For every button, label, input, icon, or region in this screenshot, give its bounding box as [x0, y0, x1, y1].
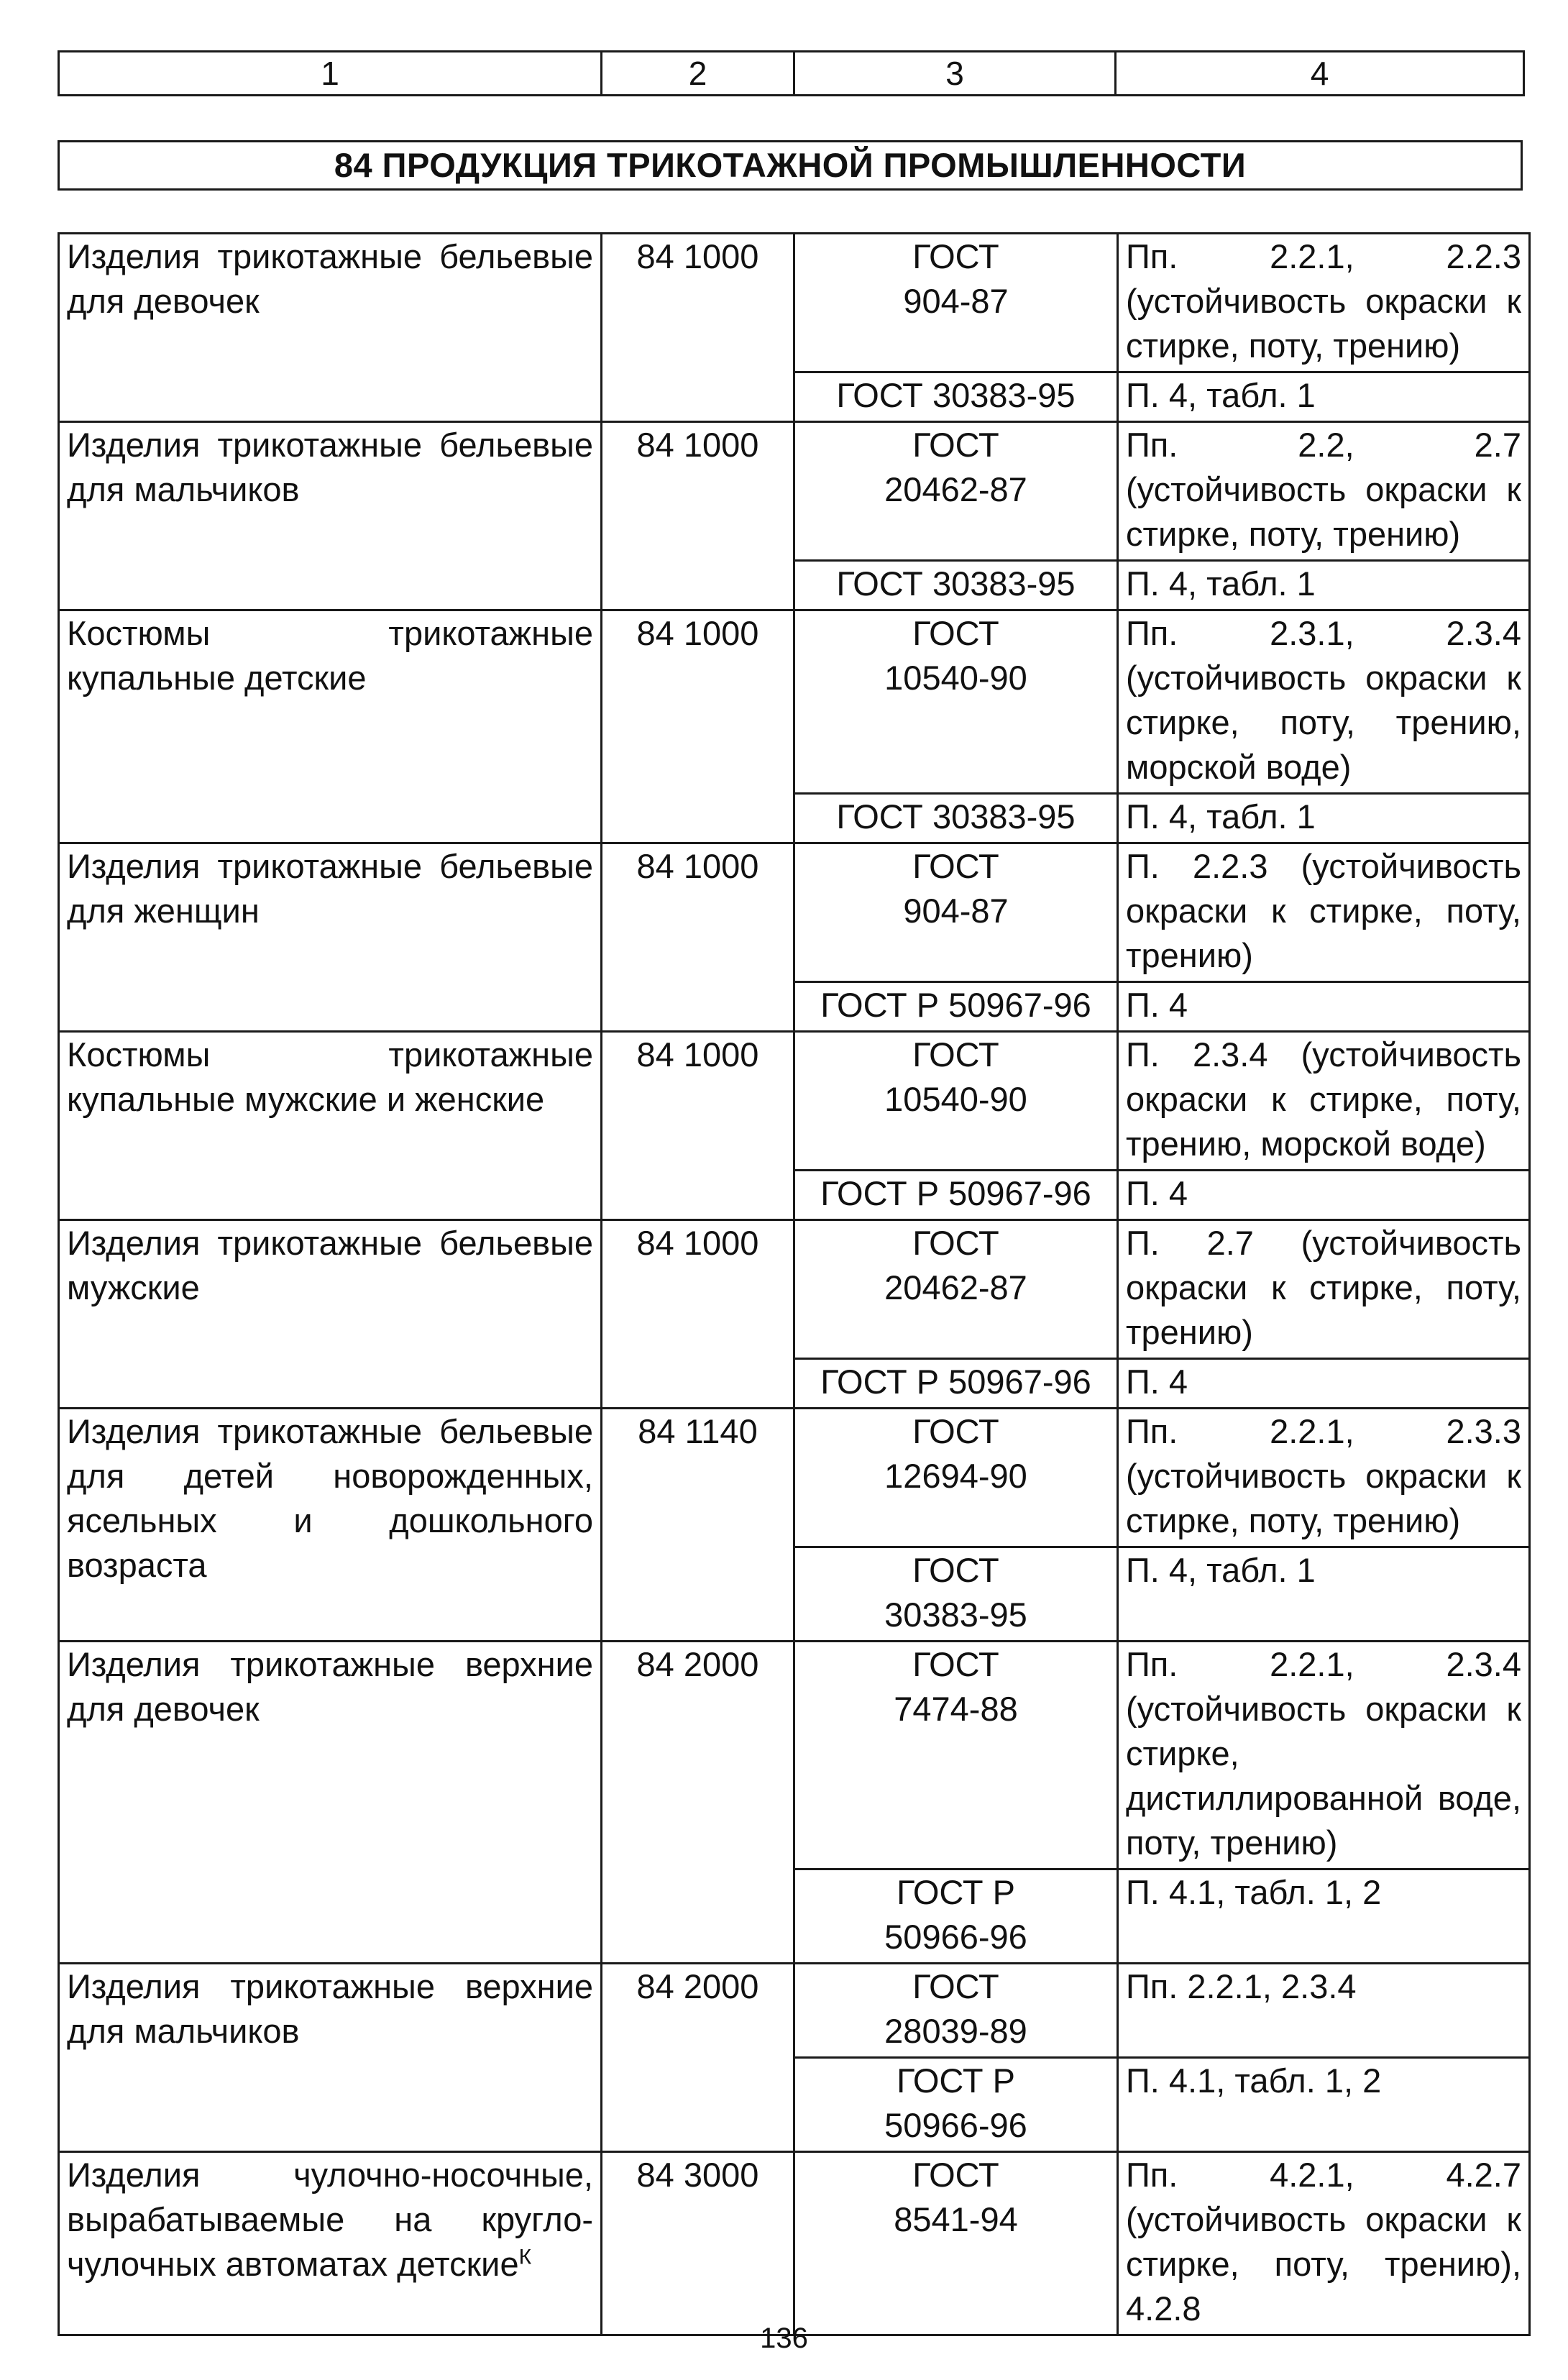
- product-name-cell: [59, 422, 602, 610]
- standard-document: ГОСТ 10540-90: [794, 610, 1118, 794]
- table-row: [59, 422, 1530, 561]
- product-name: Костюмы трикотажные купальные мужские и женские: [67, 1035, 593, 1118]
- product-code: 84 1000: [602, 843, 794, 1032]
- product-name: Изделия трикотажные бельевые мужские: [67, 1224, 593, 1306]
- standard-clause: П. 2.3.4 (устойчивость окраски к стирке, поту, трению, морской воде): [1118, 1032, 1530, 1171]
- standard-document: ГОСТ 20462-87: [794, 1220, 1118, 1359]
- standard-document: ГОСТ Р 50967-96: [794, 1171, 1118, 1220]
- product-code: 84 1000: [602, 1032, 794, 1220]
- product-name: Изделия трикотажные бельевые для девочек: [67, 237, 593, 320]
- standard-document: ГОСТ 30383-95: [794, 794, 1118, 843]
- product-name: Костюмы трикотажные купальные детские: [67, 614, 593, 697]
- table-row: [59, 1409, 1530, 1547]
- standard-document: ГОСТ Р 50966-96: [794, 1869, 1118, 1964]
- product-code: 84 3000: [602, 2152, 794, 2335]
- standard-document: ГОСТ Р 50967-96: [794, 982, 1118, 1032]
- standard-clause: Пп. 2.2.1, 2.3.3 (устойчивость окраски к стирке, поту, трению): [1118, 1409, 1530, 1547]
- standard-clause: П. 4: [1118, 1359, 1530, 1409]
- product-table-body: [59, 234, 1530, 2335]
- standard-clause: Пп. 2.2.1, 2.3.4 (устойчивость окраски к стирке, дистиллированной воде, поту, трению): [1118, 1642, 1530, 1869]
- product-code: 84 1140: [602, 1409, 794, 1642]
- standard-document: ГОСТ 904-87: [794, 234, 1118, 372]
- standard-document: ГОСТ Р 50966-96: [794, 2058, 1118, 2152]
- product-code: 84 1000: [602, 234, 794, 422]
- product-name-cell: [59, 1032, 602, 1220]
- standard-clause: Пп. 2.3.1, 2.3.4 (устойчивость окраски к стирке, поту, трению, морской воде): [1118, 610, 1530, 794]
- page-number: 136: [760, 2322, 808, 2354]
- table-row: [59, 1642, 1530, 1869]
- product-name-cell: [59, 843, 602, 1032]
- standard-clause: П. 4, табл. 1: [1118, 561, 1530, 610]
- product-name: Изделия трикотажные бельевые для женщин: [67, 847, 593, 930]
- standard-document: ГОСТ 8541-94: [794, 2152, 1118, 2335]
- product-name: Изделия трикотажные бельевые для мальчиков: [67, 426, 593, 508]
- table-row: [59, 610, 1530, 794]
- product-name-cell: [59, 1642, 602, 1964]
- table-row: [59, 843, 1530, 982]
- table-row: [59, 1964, 1530, 2058]
- product-name-cell: [59, 1964, 602, 2152]
- standard-clause: П. 4, табл. 1: [1118, 794, 1530, 843]
- product-code: 84 2000: [602, 1964, 794, 2152]
- standard-document: ГОСТ 904-87: [794, 843, 1118, 982]
- product-name-cell: [59, 2152, 602, 2335]
- product-table: [58, 232, 1531, 2336]
- product-name: Изделия трикотажные верхние для девочек: [67, 1645, 593, 1728]
- standard-document: ГОСТ Р 50967-96: [794, 1359, 1118, 1409]
- product-name: Изделия трикотажные верхние для мальчиков: [67, 1967, 593, 2050]
- product-footnote-mark: К: [518, 2245, 532, 2269]
- column-number-1: 1: [59, 52, 602, 96]
- standard-clause: Пп. 2.2.1, 2.3.4: [1118, 1964, 1530, 2058]
- standard-document: ГОСТ 28039-89: [794, 1964, 1118, 2058]
- standard-document: ГОСТ 12694-90: [794, 1409, 1118, 1547]
- product-name: Изделия чулочно-носочные, вырабатываемые на кругло-чулочных автоматах детские: [67, 2156, 593, 2283]
- standard-clause: П. 4, табл. 1: [1118, 372, 1530, 422]
- product-name-cell: [59, 1409, 602, 1642]
- standard-clause: Пп. 2.2, 2.7 (устойчивость окраски к стирке, поту, трению): [1118, 422, 1530, 561]
- table-row: [59, 1220, 1530, 1359]
- column-number-3: 3: [794, 52, 1116, 96]
- product-name: Изделия трикотажные бельевые для детей новорожденных, ясельных и дошкольного возраста: [67, 1412, 593, 1584]
- table-row: [59, 234, 1530, 372]
- product-name-cell: [59, 1220, 602, 1409]
- product-name-cell: [59, 610, 602, 843]
- product-code: 84 1000: [602, 610, 794, 843]
- product-name-cell: [59, 234, 602, 422]
- standard-clause: П. 4, табл. 1: [1118, 1547, 1530, 1642]
- standard-clause: П. 2.2.3 (устойчивость окраски к стирке, поту, трению): [1118, 843, 1530, 982]
- standard-document: ГОСТ 30383-95: [794, 561, 1118, 610]
- table-row: [59, 2152, 1530, 2335]
- column-number-header: [58, 50, 1525, 96]
- standard-clause: Пп. 4.2.1, 4.2.7 (устойчивость окраски к стирке, поту, трению), 4.2.8: [1118, 2152, 1530, 2335]
- column-number-4: 4: [1116, 52, 1524, 96]
- standard-document: ГОСТ 20462-87: [794, 422, 1118, 561]
- standard-clause: П. 4: [1118, 982, 1530, 1032]
- product-code: 84 1000: [602, 1220, 794, 1409]
- standard-document: ГОСТ 10540-90: [794, 1032, 1118, 1171]
- section-title: 84 ПРОДУКЦИЯ ТРИКОТАЖНОЙ ПРОМЫШЛЕННОСТИ: [58, 140, 1523, 191]
- standard-clause: П. 4.1, табл. 1, 2: [1118, 1869, 1530, 1964]
- product-code: 84 2000: [602, 1642, 794, 1964]
- product-code: 84 1000: [602, 422, 794, 610]
- column-number-2: 2: [602, 52, 794, 96]
- standard-clause: П. 4: [1118, 1171, 1530, 1220]
- standard-document: ГОСТ 30383-95: [794, 1547, 1118, 1642]
- standard-clause: П. 4.1, табл. 1, 2: [1118, 2058, 1530, 2152]
- standard-clause: Пп. 2.2.1, 2.2.3 (устойчивость окраски к стирке, поту, трению): [1118, 234, 1530, 372]
- standard-document: ГОСТ 7474-88: [794, 1642, 1118, 1869]
- table-row: [59, 1032, 1530, 1171]
- standard-document: ГОСТ 30383-95: [794, 372, 1118, 422]
- standard-clause: П. 2.7 (устойчивость окраски к стирке, поту, трению): [1118, 1220, 1530, 1359]
